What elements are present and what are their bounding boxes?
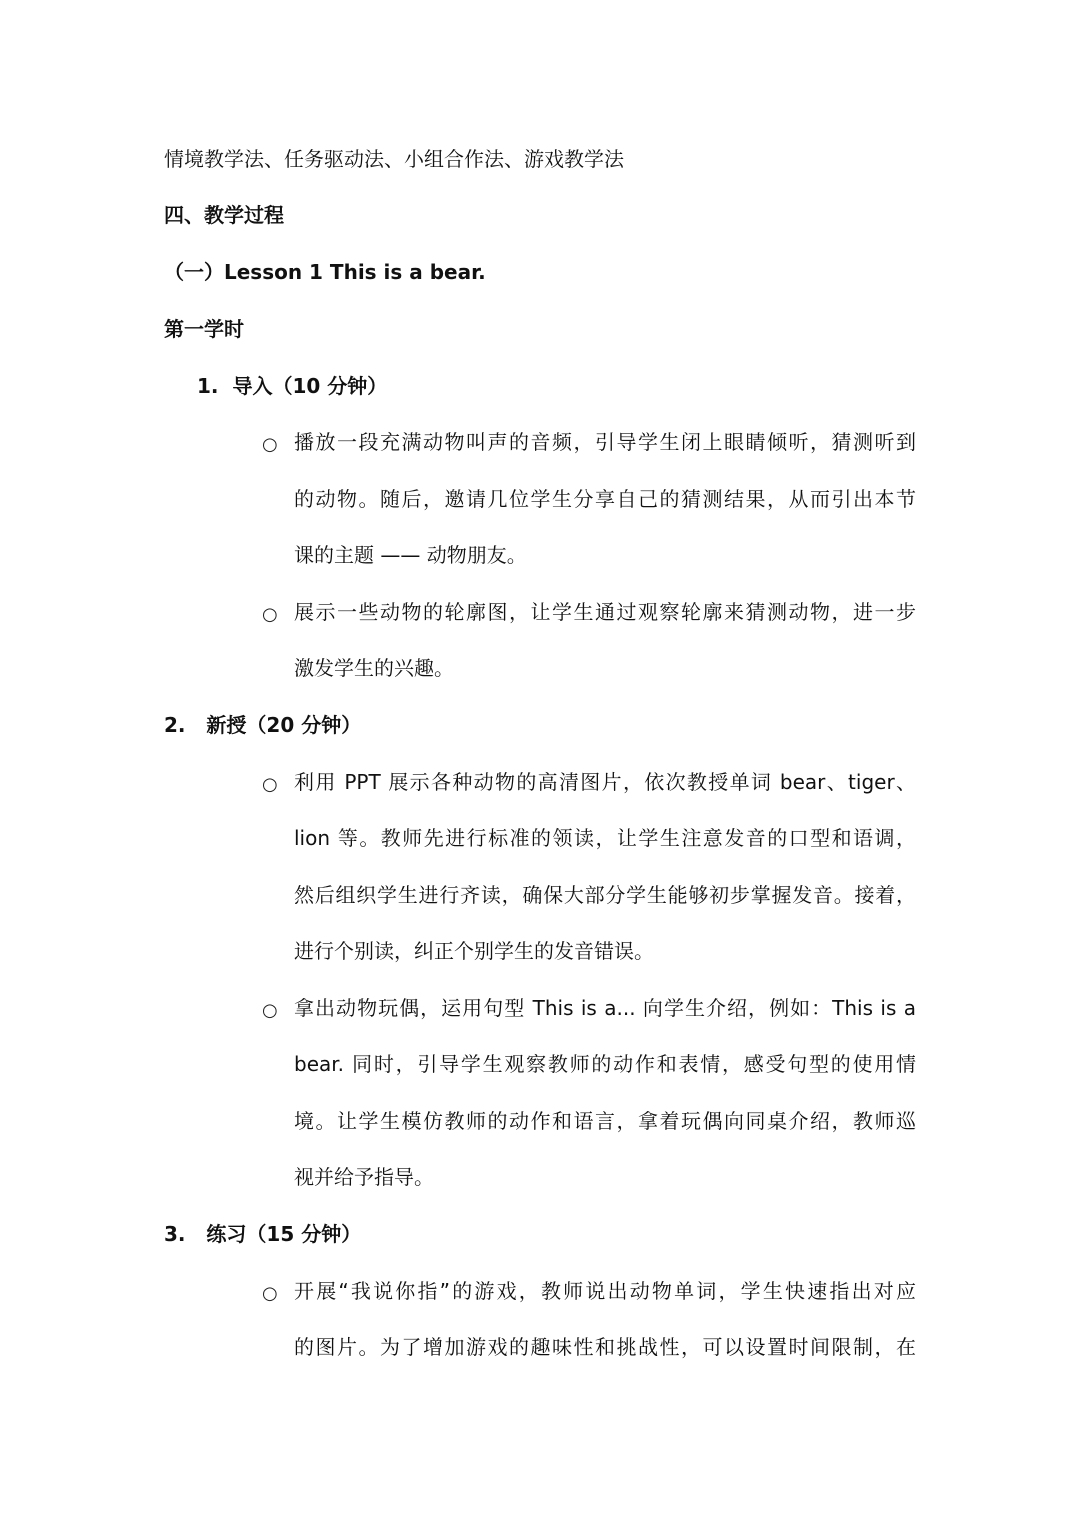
period-heading: 第一学时: [164, 317, 244, 341]
step-number: 2.: [164, 713, 186, 737]
section-heading-teaching-process: 四、教学过程: [164, 203, 284, 227]
paragraph-line: 播放一段充满动物叫声的音频，引导学生闭上眼睛倾听，猜测听到: [294, 430, 916, 454]
paragraph-line: 展示一些动物的轮廓图，让学生通过观察轮廓来猜测动物，进一步: [294, 600, 916, 624]
paragraph-line: 利用 PPT 展示各种动物的高清图片，依次教授单词 bear、tiger、: [294, 770, 916, 794]
paragraph-line: 境。让学生模仿教师的动作和语言，拿着玩偶向同桌介绍，教师巡: [294, 1109, 916, 1133]
paragraph-line: 激发学生的兴趣。: [294, 656, 454, 680]
teaching-methods-line: 情境教学法、任务驱动法、小组合作法、游戏教学法: [164, 147, 624, 171]
paragraph-line: 的动物。随后，邀请几位学生分享自己的猜测结果，从而引出本节: [294, 487, 916, 511]
lesson-heading: （一）Lesson 1 This is a bear.: [164, 260, 486, 284]
paragraph-line: lion 等。教师先进行标准的领读，让学生注意发音的口型和语调，: [294, 826, 916, 850]
paragraph-line: bear. 同时，引导学生观察教师的动作和表情，感受句型的使用情: [294, 1052, 916, 1076]
step-heading-new-teaching: [164, 711, 1080, 739]
bullet-marker: ○: [262, 1283, 278, 1304]
bullet-marker: ○: [262, 774, 278, 795]
step-title: 练习（15 分钟）: [206, 1222, 362, 1246]
paragraph-line: 拿出动物玩偶，运用句型 This is a... 向学生介绍，例如：This is a: [294, 996, 916, 1020]
step-title: 导入（10 分钟）: [232, 374, 388, 398]
paragraph-line: 课的主题 —— 动物朋友。: [294, 543, 527, 567]
paragraph-line: 进行个别读，纠正个别学生的发音错误。: [294, 939, 654, 963]
step-heading-practice: [164, 1220, 1080, 1248]
paragraph-line: 开展“我说你指”的游戏，教师说出动物单词，学生快速指出对应: [294, 1279, 916, 1303]
bullet-marker: ○: [262, 434, 278, 455]
paragraph-line: 视并给予指导。: [294, 1165, 434, 1189]
step-heading-intro: [197, 372, 1080, 400]
bullet-marker: ○: [262, 604, 278, 625]
step-number: 1.: [197, 374, 219, 398]
paragraph-line: 然后组织学生进行齐读，确保大部分学生能够初步掌握发音。接着，: [294, 883, 916, 907]
step-title: 新授（20 分钟）: [206, 713, 362, 737]
bullet-marker: ○: [262, 1000, 278, 1021]
step-number: 3.: [164, 1222, 186, 1246]
paragraph-line: 的图片。为了增加游戏的趣味性和挑战性，可以设置时间限制，在: [294, 1335, 916, 1359]
